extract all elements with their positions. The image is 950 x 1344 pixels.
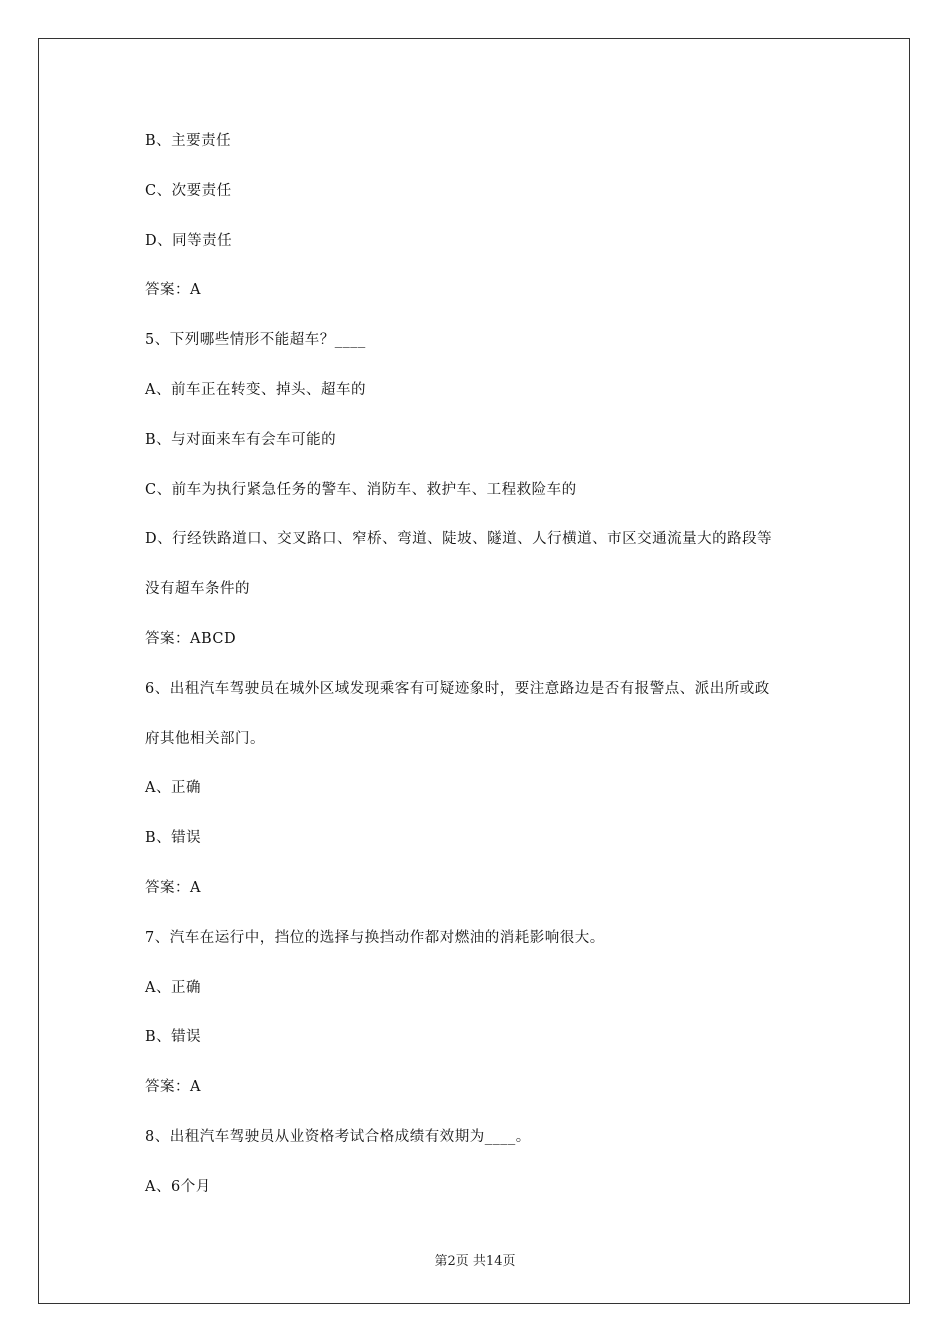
text-line: B、错误 bbox=[145, 1029, 202, 1045]
text-line: B、主要责任 bbox=[145, 133, 232, 149]
text-line: 5、下列哪些情形不能超车？____ bbox=[145, 332, 366, 348]
text-line: A、正确 bbox=[145, 980, 201, 996]
text-line: A、正确 bbox=[145, 780, 201, 796]
page-footer: 第2页 共14页 bbox=[434, 1254, 516, 1269]
text-line: 答案：A bbox=[145, 282, 201, 298]
text-line: 7、汽车在运行中，挡位的选择与换挡动作都对燃油的消耗影响很大。 bbox=[145, 930, 605, 946]
text-line: 6、出租汽车驾驶员在城外区域发现乘客有可疑迹象时，要注意路边是否有报警点、派出所或政 bbox=[145, 681, 770, 697]
text-line: B、与对面来车有会车可能的 bbox=[145, 432, 337, 448]
text-line: C、前车为执行紧急任务的警车、消防车、救护车、工程救险车的 bbox=[145, 482, 577, 498]
page-frame bbox=[38, 38, 910, 1304]
text-line: B、错误 bbox=[145, 830, 202, 846]
text-line: 答案：A bbox=[145, 1079, 201, 1095]
text-line: A、前车正在转变、掉头、超车的 bbox=[145, 382, 366, 398]
text-line: 答案：ABCD bbox=[145, 631, 237, 647]
text-line: C、次要责任 bbox=[145, 183, 232, 199]
text-line: A、6个月 bbox=[145, 1179, 211, 1195]
text-line: 府其他相关部门。 bbox=[145, 731, 265, 747]
text-line: 没有超车条件的 bbox=[145, 581, 250, 597]
text-line: 答案：A bbox=[145, 880, 201, 896]
text-line: 8、出租汽车驾驶员从业资格考试合格成绩有效期为____。 bbox=[145, 1129, 531, 1145]
text-line: D、行经铁路道口、交叉路口、窄桥、弯道、陡坡、隧道、人行横道、市区交通流量大的路段等 bbox=[145, 531, 773, 547]
text-line: D、同等责任 bbox=[145, 233, 233, 249]
